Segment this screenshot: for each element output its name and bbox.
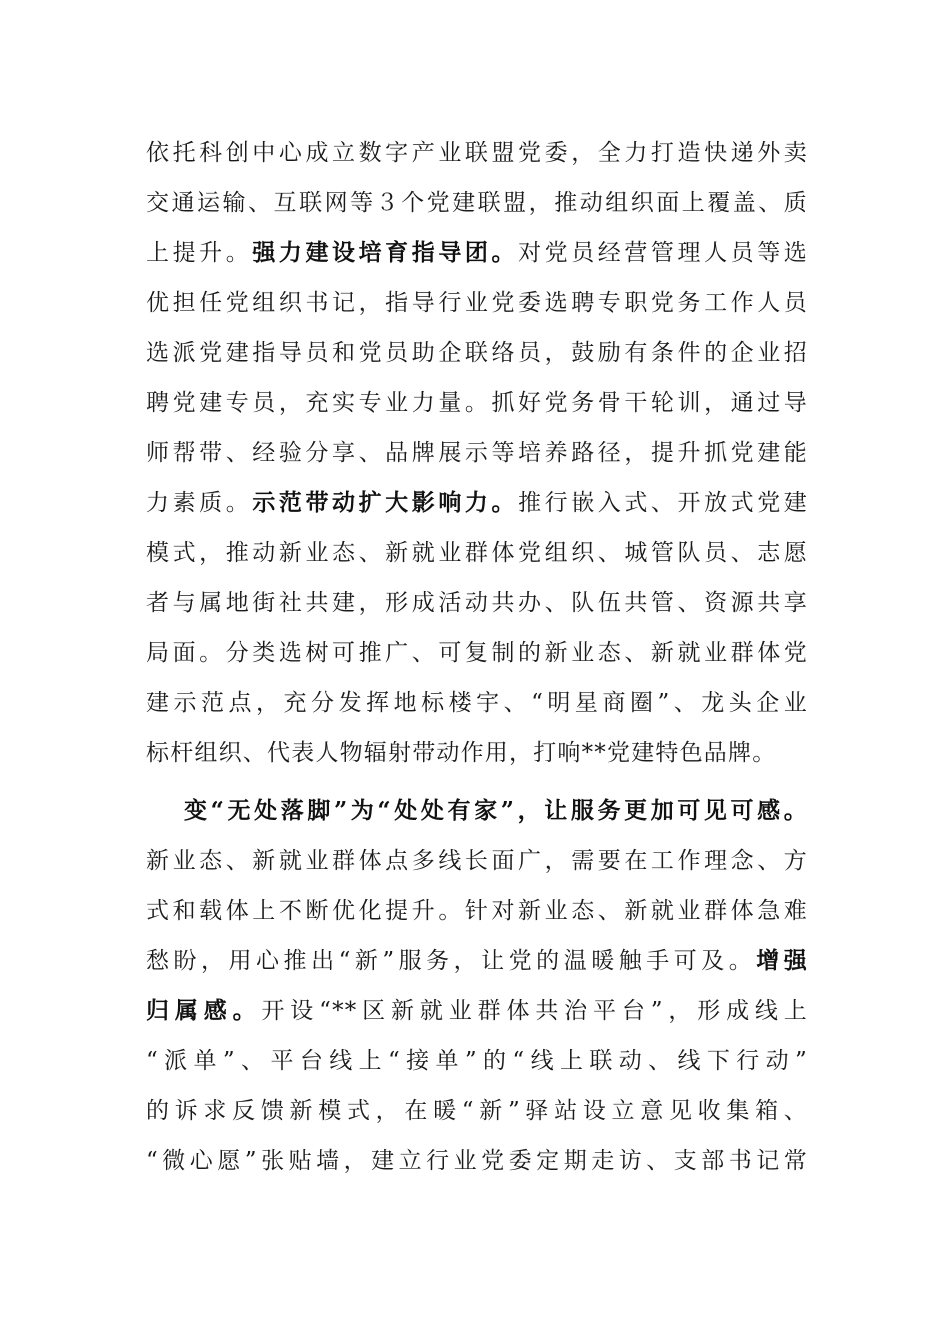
text-line: “派单”、平台线上“接单”的“线上联动、线下行动”	[146, 1048, 808, 1074]
section-heading	[146, 786, 808, 836]
text-line: 新业态、新就业群体点多线长面广，需要在工作理念、方	[146, 848, 808, 874]
text-line: 上提升。强力建设培育指导团。对党员经营管理人员等选	[146, 239, 809, 266]
text-line: 归属感。开设“**区新就业群体共治平台”，形成线上	[146, 997, 808, 1024]
text-line: 模式，推动新业态、新就业群体党组织、城管队员、志愿	[146, 540, 808, 566]
text-line: 力素质。示范带动扩大影响力。推行嵌入式、开放式党建	[146, 489, 809, 516]
paragraph-party-building	[146, 128, 808, 778]
paragraph-service	[146, 786, 808, 1186]
bold-section-heading: 变“无处落脚”为“处处有家”，让服务更加可见可感。	[184, 797, 808, 824]
bold-heading-belonging-part1: 增强	[756, 947, 808, 974]
text-line: 建示范点，充分发挥地标楼宇、“明星商圈”、龙头企业	[146, 690, 808, 716]
text-line: 优担任党组织书记，指导行业党委选聘专职党务工作人员	[146, 290, 808, 316]
text-line: 依托科创中心成立数字产业联盟党委，全力打造快递外卖	[146, 140, 808, 166]
text-line: 者与属地街社共建，形成活动共办、队伍共管、资源共享	[146, 590, 808, 616]
text-line: 选派党建指导员和党员助企联络员，鼓励有条件的企业招	[146, 340, 808, 366]
text-line: 交通运输、互联网等３个党建联盟，推动组织面上覆盖、质	[146, 190, 808, 216]
bold-heading-belonging-part2: 归属感。	[146, 997, 262, 1024]
text-line: “微心愿”张贴墙，建立行业党委定期走访、支部书记常	[146, 1148, 808, 1174]
text-line: 愁盼，用心推出“新”服务，让党的温暖触手可及。增强	[146, 947, 808, 974]
text-line: 标杆组织、代表人物辐射带动作用，打响**党建特色品牌。	[146, 740, 777, 766]
text-line: 师帮带、经验分享、品牌展示等培养路径，提升抓党建能	[146, 440, 808, 466]
bold-heading-guidance-team: 强力建设培育指导团。	[252, 239, 519, 266]
text-line: 式和载体上不断优化提升。针对新业态、新就业群体急难	[146, 898, 808, 924]
text-line: 的诉求反馈新模式，在暖“新”驿站设立意见收集箱、	[146, 1098, 808, 1124]
text-line: 局面。分类选树可推广、可复制的新业态、新就业群体党	[146, 640, 808, 666]
bold-heading-demonstration: 示范带动扩大影响力。	[252, 489, 519, 516]
text-line: 聘党建专员，充实专业力量。抓好党务骨干轮训，通过导	[146, 390, 808, 416]
